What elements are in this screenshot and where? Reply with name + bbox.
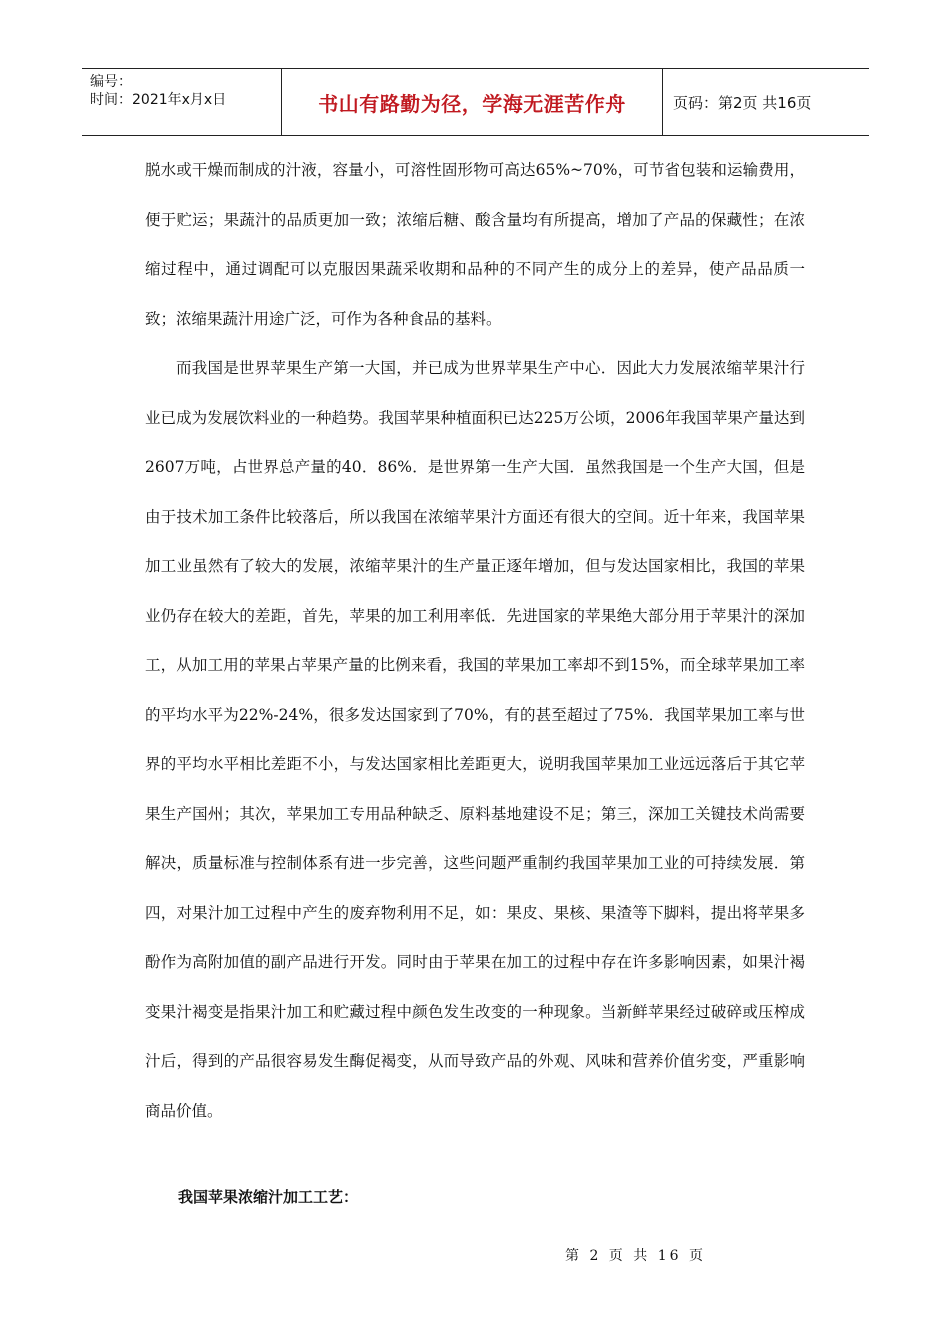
paragraph: 脱水或干燥而制成的汁液，容量小，可溶性固形物可高达65%~70%，可节省包装和运输费用，便于贮运；果蔬汁的品质更加一致；浓缩后糖、酸含量均有所提高，增加了产品的保藏性；在浓缩过程中，通过调配可以克服因果蔬采收期和品种的不同产生的成分上的差异，使产品品质一致；浓缩果蔬汁用途广泛，可作为各种食品的基料。	[145, 161, 805, 328]
section-heading: 我国苹果浓缩汁加工工艺：	[178, 1188, 359, 1206]
header-page-info: 页码：第2页 共16页	[673, 93, 812, 112]
paragraph: 而我国是世界苹果生产第一大国，并已成为世界苹果生产中心．因此大力发展浓缩苹果汁行业已成为发展饮料业的一种趋势。我国苹果种植面积已达225万公顷，2006年我国苹果产量达到2607万吨，占世界总产量的40．86%．是世界第一生产大国．虽然我国是一个生产大国，但是由于技术加工条件比较落后，所以我国在浓缩苹果汁方面还有很大的空间。近十年来，我国苹果加工业虽然有了较大的发展，浓缩苹果汁的生产量正逐年增加，但与发达国家相比，我国的苹果业仍存在较大的差距，首先，苹果的加工利用率低．先进国家的苹果绝大部分用于苹果汁的深加工，从加工用的苹果占苹果产量的比例来看，我国的苹果加工率却不到15%，而全球苹果加工率的平均水平为22%-24%，很多发达国家到了70%，有的甚至超过了75%．我国苹果加工率与世界的平均水平相比差距不小，与发达国家相比差距更大，说明我国苹果加工业远远落后于其它苹果生产国州；其次，苹果加工专用品种缺乏、原料基地建设不足；第三，深加工关键技术尚需要解决，质量标准与控制体系有进一步完善，这些问题严重制约我国苹果加工业的可持续发展．第四，对果汁加工过程中产生的废弃物利用不足，如：果皮、果核、果渣等下脚料，提出将苹果多酚作为高附加值的副产品进行开发。同时由于苹果在加工的过程中存在许多影响因素，如果汁褐变果汁褐变是指果汁加工和贮藏过程中颜色发生改变的一种现象。当新鲜苹果经过破碎或压榨成汁后，得到的产品很容易发生酶促褐变，从而导致产品的外观、风味和营养价值劣变，严重影响商品价值。	[145, 359, 805, 1120]
page-footer: 第 2 页 共 16 页	[565, 1248, 706, 1264]
number-label: 编号：	[90, 74, 132, 90]
header-motto: 书山有路勤为径，学海无涯苦作舟	[282, 69, 663, 135]
time-label: 时间：2021年x月x日	[90, 92, 227, 108]
page-header	[82, 68, 869, 136]
header-meta	[82, 69, 282, 135]
document-body	[145, 146, 805, 1136]
